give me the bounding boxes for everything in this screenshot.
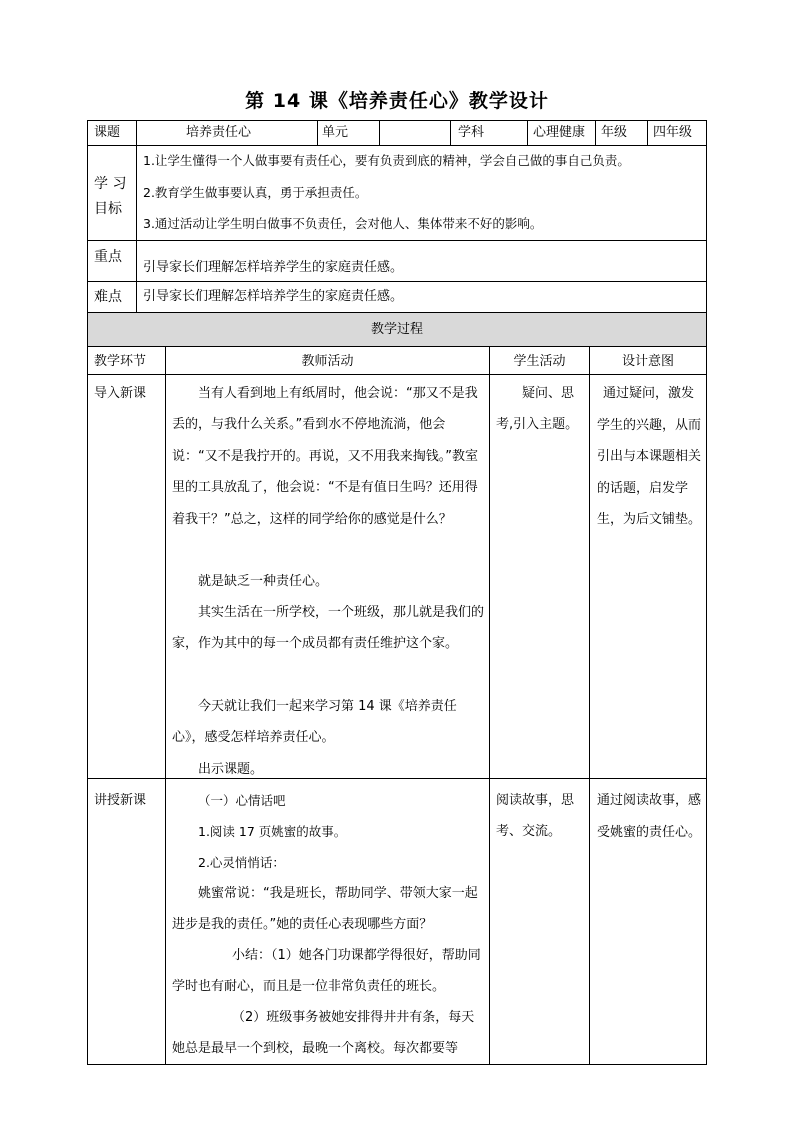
teacher-paragraph: 1.阅读 17 页姚蜜的故事。 (198, 824, 347, 839)
student-activity-new-lesson: 阅读故事，思考、交流。 (496, 793, 575, 839)
objectives-label-1: 学 习 (94, 176, 127, 192)
design-intent-intro: 通过疑问，激发学生的兴趣，从而引出与本课题相关的话题，启发学生，为后文铺垫。 (597, 386, 702, 527)
key-point-text: 引导家长们理解怎样培养学生的家庭责任感。 (143, 260, 404, 275)
objective-item: 3.通过活动让学生明白做事不负责任，会对他人、集体带来不好的影响。 (143, 216, 543, 231)
teacher-paragraph: 当有人看到地上有纸屑时，他会说：“那又不是我丢的，与我什么关系。”看到水不停地流淌，他会说：“又不是我拧开的。再说，又不用我来掏钱。”教室里的工具放乱了，他会说：“不是有值日生吗？还用得着我干？”总之，这样的同学给你的感觉是什么？ (172, 386, 478, 527)
teacher-paragraph: 其实生活在一所学校，一个班级，那儿就是我们的家，作为其中的每一个成员都有责任维护这个家。 (172, 605, 485, 652)
grade-value: 四年级 (653, 125, 693, 140)
grade-label: 年级 (601, 125, 628, 140)
column-header-student: 学生活动 (513, 354, 566, 369)
objective-item: 1.让学生懂得一个人做事要有责任心，要有负责到底的精神，学会自己做的事自己负责。 (143, 153, 630, 168)
student-activity-intro: 疑问、思考,引入主题。 (496, 386, 579, 432)
teacher-paragraph: 2.心灵悄悄话： (198, 855, 285, 870)
objectives-label-2: 目标 (94, 201, 122, 217)
stage-new-lesson: 讲授新课 (94, 793, 147, 808)
design-intent-new-lesson: 通过阅读故事，感受姚蜜的责任心。 (597, 793, 702, 840)
teacher-paragraph: 姚蜜常说：“我是班长，帮助同学、带领大家一起进步是我的责任。”她的责任心表现哪些方面？ (172, 886, 478, 933)
unit-label: 单元 (322, 125, 349, 140)
teacher-paragraph: 今天就让我们一起来学习第 14 课《培养责任心》，感受怎样培养责任心。 (172, 699, 457, 746)
topic-value: 培养责任心 (186, 125, 252, 140)
teacher-paragraph: （一）心情话吧 (198, 793, 286, 808)
page-title: 第 14 课《培养责任心》教学设计 (245, 90, 549, 112)
key-point-label: 重点 (94, 249, 122, 265)
subject-value: 心理健康 (533, 125, 586, 140)
column-header-teacher: 教师活动 (301, 354, 354, 369)
column-header-stage: 教学环节 (94, 354, 147, 369)
difficulty-text: 引导家长们理解怎样培养学生的家庭责任感。 (143, 289, 404, 304)
subject-label: 学科 (458, 125, 485, 140)
topic-label: 课题 (94, 125, 121, 140)
teacher-paragraph: （2）班级事务被她安排得井井有条，每天她总是最早一个到校，最晚一个离校。每次都要等 (172, 1010, 475, 1057)
teacher-paragraph: 就是缺乏一种责任心。 (198, 574, 329, 589)
stage-intro: 导入新课 (94, 386, 147, 401)
objective-item: 2.教育学生做事要认真，勇于承担责任。 (143, 185, 368, 200)
teacher-paragraph: 小结：（1）她各门功课都学得很好，帮助同学时也有耐心，而且是一位非常负责任的班长。 (172, 948, 481, 995)
difficulty-label: 难点 (94, 289, 122, 305)
process-heading: 教学过程 (370, 322, 423, 337)
teacher-paragraph: 出示课题。 (198, 762, 264, 777)
column-header-intent: 设计意图 (621, 354, 674, 369)
